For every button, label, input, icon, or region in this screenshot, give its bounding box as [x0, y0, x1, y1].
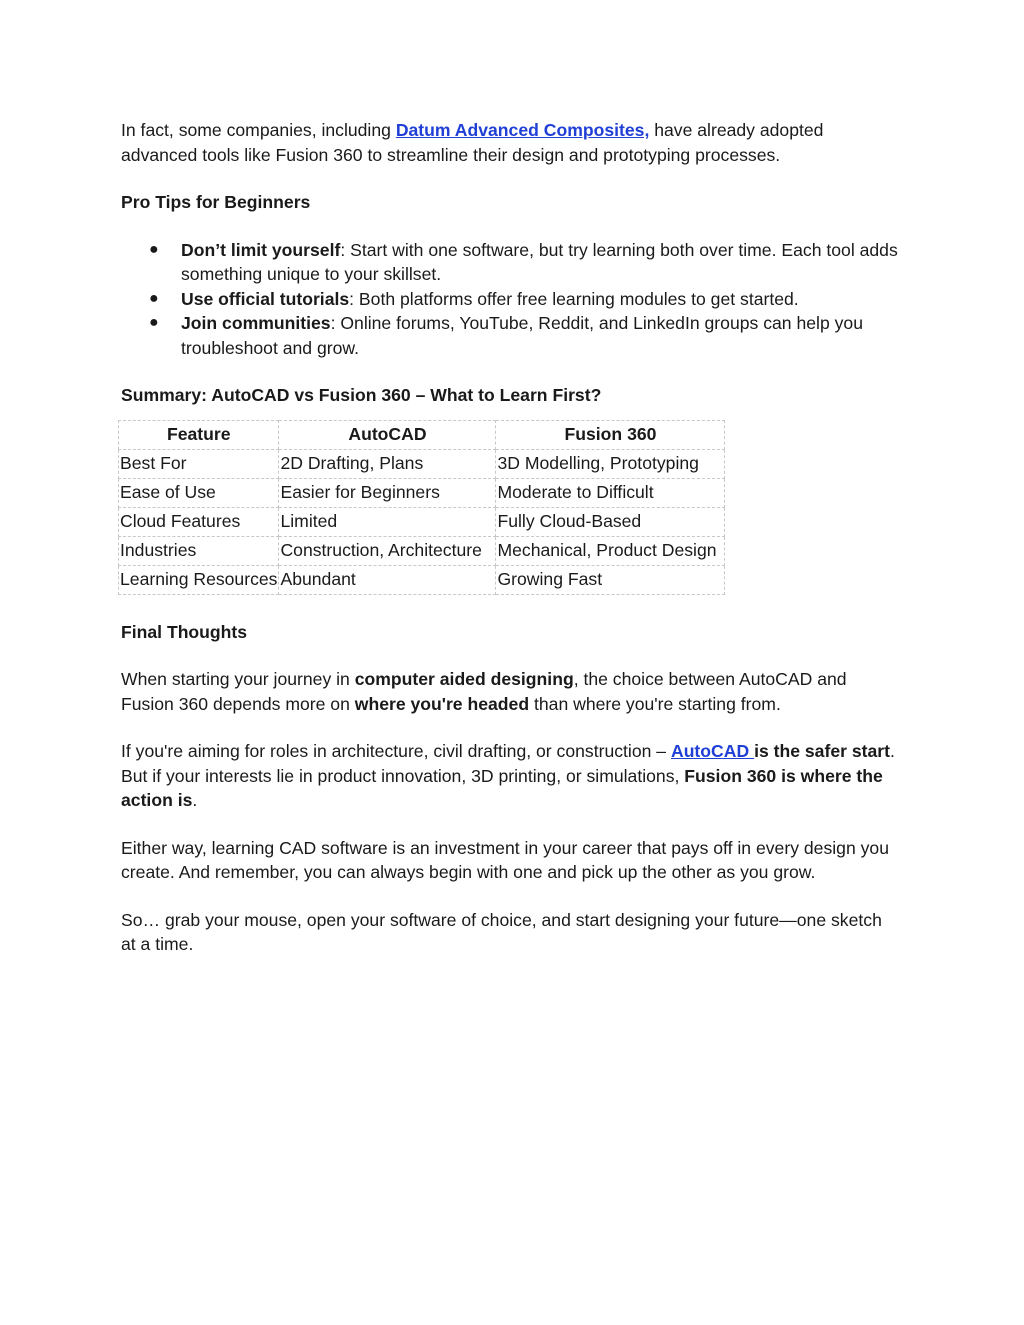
bold-text: where you're headed [354, 693, 530, 714]
column-header-autocad: AutoCAD [279, 420, 496, 449]
bold-text: computer aided designing [354, 669, 574, 689]
tip-text: : Both platforms offer free learning modules to get started. [349, 288, 799, 309]
bold-text: Fusion 360 is where the action is [121, 765, 883, 810]
pro-tips-heading: Pro Tips for Beginners [121, 192, 311, 212]
table-cell: 2D Drafting, Plans [279, 449, 496, 478]
autocad-link[interactable]: AutoCAD [670, 741, 755, 761]
intro-paragraph [121, 118, 901, 167]
table-row [119, 507, 725, 536]
text-run: than where you're starting from. [529, 693, 781, 714]
bullet-icon: ● [149, 314, 159, 331]
column-header-feature: Feature [119, 420, 279, 449]
table-cell: Ease of Use [119, 478, 279, 507]
table-cell: Cloud Features [119, 507, 279, 536]
tip-text: : Start with one software, but try learning both over time. Each tool adds something unique to your skillset. [181, 239, 898, 284]
final-paragraph-1 [121, 667, 901, 716]
list-item [121, 311, 901, 360]
final-paragraph-2 [121, 739, 901, 813]
text-run: . But if your interests lie in product innovation, 3D printing, or simulations, [121, 741, 895, 786]
table-cell: Fully Cloud-Based [496, 507, 725, 536]
table-row [119, 478, 725, 507]
summary-heading: Summary: AutoCAD vs Fusion 360 – What to Learn First? [121, 385, 602, 405]
table-row [119, 449, 725, 478]
table-cell: 3D Modelling, Prototyping [496, 449, 725, 478]
table-cell: Mechanical, Product Design [496, 536, 725, 565]
table-header-row [119, 420, 725, 449]
table-cell: Abundant [279, 565, 496, 594]
intro-text-end: have already adopted advanced tools like Fusion 360 to streamline their design and prototyping processes. [121, 120, 824, 165]
datum-advanced-composites-link[interactable]: Datum Advanced Composites, [395, 120, 650, 140]
document-page [121, 118, 901, 980]
text-run: . [192, 790, 198, 810]
bullet-icon: ● [149, 240, 159, 258]
table-cell: Easier for Beginners [279, 478, 496, 507]
final-paragraph-4: So… grab your mouse, open your software of choice, and start designing your future—one sketch at a time. [121, 909, 882, 954]
table-cell: Limited [279, 507, 496, 536]
table-cell: Construction, Architecture [279, 536, 496, 565]
table-row [119, 565, 725, 594]
tip-text: : Online forums, YouTube, Reddit, and LinkedIn groups can help you troubleshoot and grow. [181, 313, 863, 358]
text-run: If you're aiming for roles in architecture, civil drafting, or construction – [121, 741, 671, 761]
bullet-icon: ● [149, 289, 159, 307]
tip-title: Join communities [181, 313, 331, 333]
column-header-fusion360: Fusion 360 [496, 420, 725, 449]
text-run: , the choice between AutoCAD and Fusion 360 depends more on [121, 669, 847, 714]
table-cell: Learning Resources [119, 565, 279, 594]
table-cell: Industries [119, 536, 279, 565]
table-cell: Growing Fast [496, 565, 725, 594]
table-row [119, 536, 725, 565]
bold-text: is the safer start [754, 741, 890, 761]
pro-tips-list [121, 238, 901, 361]
text-run: When starting your journey in [121, 669, 355, 689]
table-cell: Best For [119, 449, 279, 478]
list-item [121, 238, 901, 287]
intro-text-start: In fact, some companies, including [121, 120, 396, 140]
tip-title: Don’t limit yourself [181, 239, 341, 260]
table-cell: Moderate to Difficult [496, 478, 725, 507]
list-item [121, 287, 901, 312]
final-paragraph-3: Either way, learning CAD software is an investment in your career that pays off in every design you create. And remember, you can always begin with one and pick up the other as you grow. [121, 837, 889, 882]
final-thoughts-heading: Final Thoughts [121, 621, 248, 642]
comparison-table [118, 420, 725, 595]
tip-title: Use official tutorials [181, 288, 350, 309]
